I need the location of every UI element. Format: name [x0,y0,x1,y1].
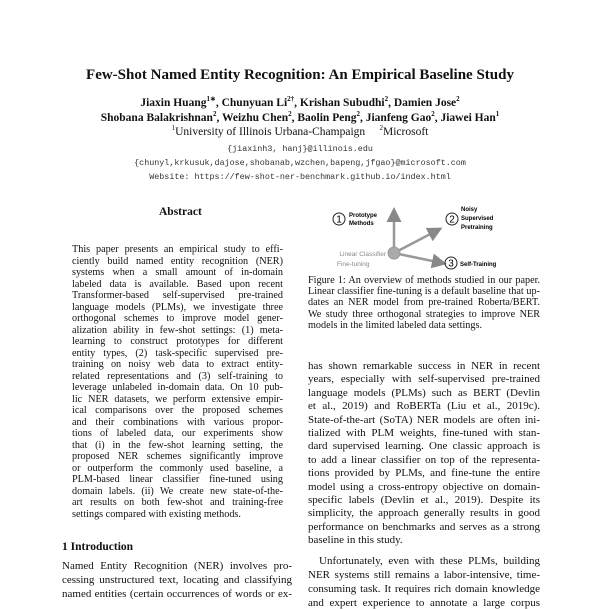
text-line: that (i) in the few-shot learning setting, the [72,439,283,451]
arrow-pretraining [394,230,438,253]
text-line: learning to construct prototypes for different [72,336,283,347]
text-line: tions of labeled data, our experiments show [72,428,283,439]
author-name: Jianfeng Gao [365,111,432,124]
text-line: lic NER datasets, we perform extensive empir- [72,393,283,405]
baseline-label: Linear Classifier [339,251,386,258]
author-name: Shobana Balakrishnan [100,111,213,124]
website-link[interactable]: Website: https://few-shot-ner-benchmark.github.io/index.html [149,172,451,182]
author-affiliation-sup: 2 [288,110,292,118]
author-affiliation-sup: 2† [287,95,295,103]
text-line: Named Entity Recognition (NER) involves pro- [62,560,292,572]
text-line: Figure 1: An overview of methods studied in our paper. [308,275,540,286]
baseline-label-2: Fine-tuning [337,261,370,268]
text-line: tions provided by PLMs, and fine-tune the entire [308,467,540,480]
method-2-label-3: Pretraining [461,225,493,231]
figure-1-diagram [300,195,560,277]
text-line: domain labels. (ii) We create new state-of-the- [72,485,283,497]
text-line: labeled data is available. Based upon recent [72,278,283,290]
text-line: State-of-the-art (SoTA) NER models are often ini- [308,413,540,426]
text-line: We study three orthogonal strategies to improve NER [308,308,540,320]
authors-line-2: Shobana Balakrishnan$^2$, Weizhu Chen$^2$, Baolin Peng$^2$, Jianfeng Gao$^2$, Jiawei Han$^1$ [100,110,500,124]
affiliations [0,124,600,138]
abstract-heading: Abstract [159,206,202,218]
method-2-label-2: Supervised [461,216,494,222]
author-name: Baolin Peng [297,111,357,124]
baseline-node [388,247,400,259]
text-line: ciently build named entity recognition (NER) [72,255,283,267]
paper-title: Few-Shot Named Entity Recognition: An Empirical Baseline Study [86,67,514,83]
text-line: Linear classifier fine-tuning is a default baseline that up- [308,286,540,298]
method-1-label-2: Methods [349,221,374,227]
text-line: and expert experience to annotate a large corpus [308,597,540,609]
method-1-label: Prototype [349,213,378,219]
author-affiliation-sup: 1∗ [206,95,216,103]
text-line: Unfortunately, even with these PLMs, building [319,555,540,567]
text-line: models in the limited labeled data settings. [308,319,482,331]
text-line: named entities (certain occurrences of words or ex- [62,588,292,600]
text-line: consuming task. It requires rich domain knowledge [308,583,540,595]
text-line: dates an NER model from pre-trained Roberta/BERT. [308,297,540,309]
author-affiliation-sup: 2 [431,110,435,118]
text-line: This paper presents an empirical study to effi- [72,244,283,255]
text-line: or outperform the commonly used baseline, a [72,462,283,474]
text-line: performance on benchmarks and serves as a strong [308,520,540,533]
author-name: Krishan Subudhi [299,96,385,109]
text-line: has shown remarkable success in NER in recent [308,360,540,372]
introduction-heading: 1 Introduction [62,541,134,553]
text-line: related representations and (3) self-training to [72,370,283,382]
text-line: alization ability in few-shot settings: (1) meta- [72,324,283,336]
author-name: Jiawei Han [440,111,496,124]
author-affiliation-sup: 2 [384,95,389,103]
text-line: NER systems still remains a labor-intensive, time- [308,569,540,581]
text-line: settings compared with existing methods. [72,508,241,520]
text-line: simplicity, the approach generally results in good [308,507,540,520]
text-line: baseline in this study. [308,534,403,547]
author-affiliation-sup: 2 [356,110,360,118]
text-line: specific labels (Devlin et al., 2019). Despite its [308,494,540,506]
affiliation-2: Microsoft [383,125,429,138]
method-1-number: 1 [336,214,342,226]
author-affiliation-sup: 1 [495,110,500,118]
text-line: systems when a small amount of in-domain [72,267,283,278]
method-2-label: Noisy [461,207,478,213]
author-name: Weizhu Chen [221,111,289,124]
text-line: cessing unstructured text, locating and classifying [62,574,292,586]
text-line: years, especially with self-supervised pre-trained [308,373,540,386]
author-name: Jiaxin Huang [140,96,207,109]
text-line: art results on both few-shot and training-free [72,497,283,508]
text-line: orthogonal schemes to improve model gener- [72,313,283,324]
text-line: PLM-based linear classifier fine-tuned using [72,474,283,485]
author-affiliation-sup: 2 [456,95,460,103]
method-3-number: 3 [448,258,454,270]
text-line: entity types, (2) task-specific supervised pre- [72,347,283,359]
text-line: training on noisy web data to extract entity- [72,359,283,370]
method-2-number: 2 [449,214,455,226]
text-line: proposed NER schemes significantly improve [72,451,283,462]
affiliation-2-sup: 2 [379,124,384,132]
text-line: language models (PLMs) such as BERT (Devlin [308,386,540,399]
affiliation-1-sup: 1 [171,124,176,132]
text-line: ical comparisons over the proposed schemes [72,405,283,416]
text-line: model using a cross-entropy objective on domain- [308,480,540,493]
text-line: tialized with PLM weights, fine-tuned with stan- [308,427,540,439]
text-line: et al., 2019) and RoBERTa (Liu et al., 2019c). [308,400,540,413]
authors-line-1: Jiaxin Huang$^{1∗}$, Chunyuan $Li^{2\dagger}$, Krishan Subudhi$^2$, Damien Jose$^2$ [140,95,460,109]
email-illinois: {jiaxinh3, hanj}@illinois.edu [227,144,373,154]
text-line: leverage unlabeled in-domain data. On 10 pub- [72,382,283,393]
author-name: Chunyuan Li [221,96,288,109]
method-3-label: Self-Training [460,262,497,268]
author-name: Damien Jose [393,96,457,109]
text-line: to add a linear classifier on top of the representa- [308,453,540,466]
text-line: language models (PLMs), we investigate three [72,301,283,313]
email-microsoft: {chunyl,krkusuk,dajose,shobanab,wzchen,bapeng,jfgao}@microsoft.com [134,158,466,168]
text-line: dard supervised learning. One classic approach is [308,440,540,453]
text-line: and their combinations with various propor- [72,416,283,428]
author-affiliation-sup: 2 [212,110,217,118]
text-line: Transformer-based self-supervised pre-trained [72,290,283,301]
affiliation-1: University of Illinois Urbana-Champaign [175,125,366,138]
arrow-self-training [394,253,442,263]
